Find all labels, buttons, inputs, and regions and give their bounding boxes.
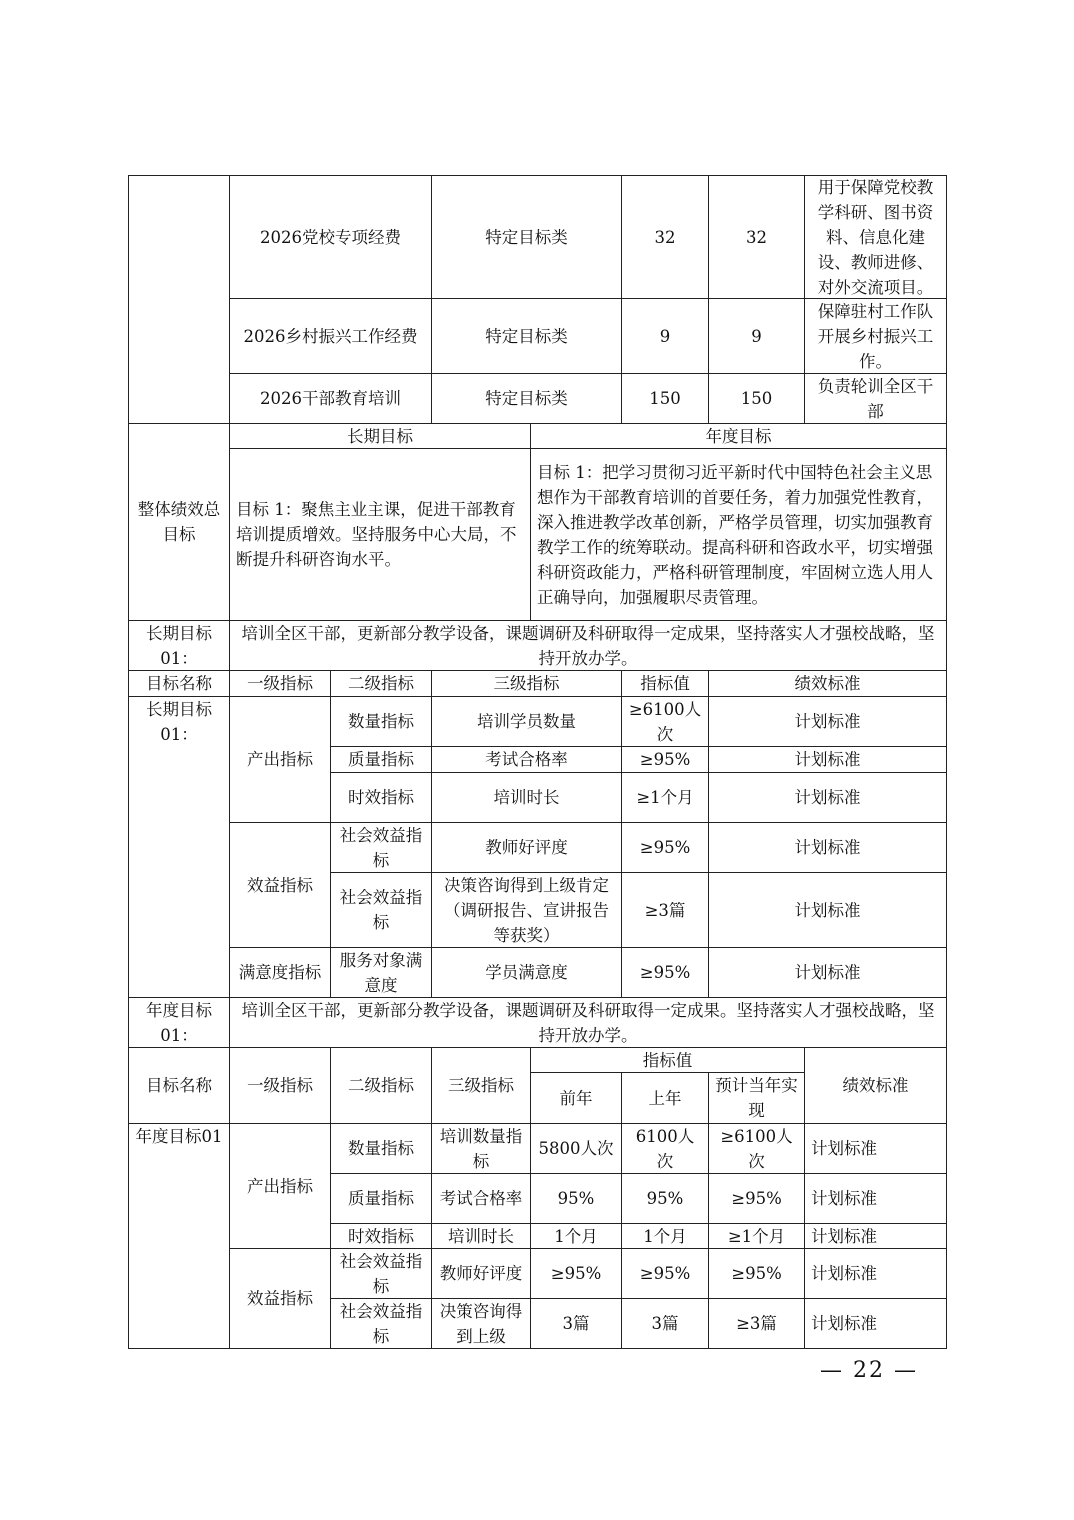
level3-indicator-text: 考试合格率 xyxy=(485,750,568,769)
value-last-year xyxy=(621,1298,709,1349)
long-goal-text-text: 培训全区干部，更新部分教学设备，课题调研及科研取得一定成果，坚持落实人才强校战略，坚持开放办学。 xyxy=(241,623,935,668)
level3-indicator-text: 教师好评度 xyxy=(485,838,568,857)
level3-indicator-text: 教师好评度 xyxy=(439,1264,523,1283)
value-prev-prev-year xyxy=(530,1248,622,1299)
performance-standard xyxy=(708,696,947,747)
fund-description-text: 负责轮训全区干部 xyxy=(817,376,934,421)
level2-indicator-text: 时效指标 xyxy=(348,788,414,807)
performance-standard xyxy=(804,1223,947,1249)
overall-goal-label xyxy=(128,423,230,621)
performance-standard-text: 计划标准 xyxy=(794,712,861,731)
fund-amount-text: 32 xyxy=(654,227,676,247)
fund-description xyxy=(804,175,947,299)
level2-indicator xyxy=(330,947,432,998)
indicator-value-text: ≥1个月 xyxy=(636,788,694,807)
header-cell xyxy=(530,1047,805,1073)
level2-indicator xyxy=(330,1173,432,1224)
value-prev-prev-year-text: 1个月 xyxy=(554,1226,598,1246)
level1-indicator-text: 产出指标 xyxy=(247,750,313,769)
level2-indicator-text: 社会效益指标 xyxy=(339,825,423,870)
value-expected xyxy=(708,1223,805,1249)
fund-amount-2-text: 150 xyxy=(740,389,773,408)
performance-standard-text: 计划标准 xyxy=(794,788,861,807)
header-cell-text: 二级指标 xyxy=(348,1076,414,1095)
goal-name-text: 长期目标01： xyxy=(146,700,212,744)
level1-indicator xyxy=(229,822,331,948)
fund-amount xyxy=(621,373,709,424)
long-term-text-text: 目标 1：聚焦主业主课，促进干部教育培训提质增效。坚持服务中心大局，不断提升科研咨询水平。 xyxy=(236,500,517,569)
level2-indicator xyxy=(330,1123,432,1174)
fund-type xyxy=(431,373,622,424)
level2-indicator xyxy=(330,1223,432,1249)
header-cell xyxy=(431,1047,531,1124)
value-last-year-text: 3篇 xyxy=(651,1314,679,1333)
level3-indicator-text: 培训时长 xyxy=(448,1226,514,1246)
long-term-text xyxy=(229,448,531,621)
performance-standard xyxy=(708,822,947,873)
level3-indicator xyxy=(431,1298,531,1349)
level2-indicator xyxy=(330,746,432,773)
level2-indicator-text: 质量指标 xyxy=(348,750,414,769)
value-expected-text: ≥1个月 xyxy=(727,1226,786,1246)
level1-indicator-text: 效益指标 xyxy=(247,875,313,895)
level3-indicator-text: 决策咨询得到上级肯定（调研报告、宣讲报告等获奖） xyxy=(444,875,609,945)
header-cell-text: 前年 xyxy=(559,1088,593,1108)
header-cell-text: 一级指标 xyxy=(247,674,313,693)
level3-indicator xyxy=(431,1223,531,1249)
fund-amount-text: 9 xyxy=(659,326,671,346)
fund-amount xyxy=(621,175,709,299)
level2-indicator-text: 时效指标 xyxy=(348,1226,414,1246)
value-expected xyxy=(708,1248,805,1299)
value-expected-text: ≥95% xyxy=(731,1264,782,1283)
performance-standard xyxy=(804,1173,947,1224)
fund-amount-2 xyxy=(708,175,805,299)
header-cell-text: 绩效标准 xyxy=(842,1076,909,1095)
level3-indicator-text: 培训时长 xyxy=(493,788,560,807)
level2-indicator-text: 数量指标 xyxy=(348,1139,414,1158)
performance-standard xyxy=(708,947,947,998)
goal-name xyxy=(128,696,230,998)
value-prev-prev-year-text: 3篇 xyxy=(562,1314,590,1333)
header-cell xyxy=(621,670,709,697)
fund-name-text: 2026乡村振兴工作经费 xyxy=(243,326,418,346)
level2-indicator-text: 社会效益指标 xyxy=(339,1301,423,1346)
annual-header xyxy=(530,423,947,449)
value-prev-prev-year xyxy=(530,1123,622,1174)
value-expected xyxy=(708,1298,805,1349)
performance-standard xyxy=(708,772,947,823)
header-cell xyxy=(229,670,331,697)
performance-standard xyxy=(804,1248,947,1299)
long-goal-text xyxy=(229,620,947,671)
indicator-value xyxy=(621,772,709,823)
performance-standard xyxy=(804,1123,947,1174)
fund-name-text: 2026党校专项经费 xyxy=(260,227,401,247)
header-cell-text: 上年 xyxy=(648,1088,682,1108)
overall-goal-label-text: 整体绩效总目标 xyxy=(137,500,221,544)
level2-indicator xyxy=(330,696,432,747)
level1-indicator xyxy=(229,696,331,823)
annual-goal-text-text: 培训全区干部，更新部分教学设备，课题调研及科研取得一定成果。坚持落实人才强校战略，坚持开放办学。 xyxy=(241,1000,935,1045)
level3-indicator-text: 培训学员数量 xyxy=(477,712,576,731)
fund-description xyxy=(804,298,947,374)
fund-name xyxy=(229,175,432,299)
fund-amount-2-text: 9 xyxy=(751,326,762,346)
header-cell xyxy=(229,1047,331,1124)
header-cell-text: 三级指标 xyxy=(448,1076,514,1095)
level3-indicator xyxy=(431,696,622,747)
level3-indicator xyxy=(431,822,622,873)
fund-description xyxy=(804,373,947,424)
value-expected-text: ≥6100人次 xyxy=(720,1126,793,1171)
fund-description-text: 用于保障党校教学科研、图书资料、信息化建设、教师进修、对外交流项目。 xyxy=(817,177,934,297)
value-last-year-text: 6100人次 xyxy=(635,1126,695,1171)
header-cell-text: 一级指标 xyxy=(247,1076,313,1095)
fund-amount-text: 150 xyxy=(649,389,681,408)
value-last-year xyxy=(621,1123,709,1174)
annual-goal-label xyxy=(128,997,230,1048)
header-cell xyxy=(128,670,230,697)
level2-indicator-text: 社会效益指标 xyxy=(339,1251,423,1296)
header-cell xyxy=(431,670,622,697)
performance-standard-text: 计划标准 xyxy=(811,1226,877,1246)
page-number: — 22 — xyxy=(820,1358,918,1383)
value-prev-prev-year xyxy=(530,1298,622,1349)
fund-name xyxy=(229,298,432,374)
fund-amount-2 xyxy=(708,373,805,424)
indicator-value xyxy=(621,947,709,998)
fund-amount-2 xyxy=(708,298,805,374)
value-expected-text: ≥95% xyxy=(731,1189,782,1208)
header-cell xyxy=(621,1072,709,1124)
annual-text xyxy=(530,448,947,621)
fund-amount xyxy=(621,298,709,374)
performance-standard-text: 计划标准 xyxy=(811,1314,877,1333)
indicator-value-text: ≥95% xyxy=(639,963,691,982)
level2-indicator xyxy=(330,872,432,948)
header-cell xyxy=(708,1072,805,1124)
performance-standard-text: 计划标准 xyxy=(811,1139,877,1158)
value-last-year xyxy=(621,1223,709,1249)
indicator-value-text: ≥95% xyxy=(639,838,691,857)
level2-indicator xyxy=(330,822,432,873)
fund-label-cell xyxy=(128,175,230,424)
level1-indicator-text: 产出指标 xyxy=(247,1176,313,1196)
value-expected-text: ≥3篇 xyxy=(736,1314,777,1333)
header-cell-text: 预计当年实现 xyxy=(715,1076,798,1120)
level3-indicator xyxy=(431,746,622,773)
value-prev-prev-year-text: ≥95% xyxy=(550,1264,602,1283)
level3-indicator-text: 培训数量指标 xyxy=(439,1126,523,1171)
header-cell xyxy=(530,1072,622,1124)
indicator-value xyxy=(621,696,709,747)
indicator-value xyxy=(621,822,709,873)
level3-indicator xyxy=(431,1248,531,1299)
value-last-year-text: ≥95% xyxy=(639,1264,691,1283)
fund-type-text: 特定目标类 xyxy=(485,326,568,346)
indicator-value-text: ≥3篇 xyxy=(644,900,686,920)
indicator-value xyxy=(621,872,709,948)
performance-standard xyxy=(708,872,947,948)
level3-indicator-text: 学员满意度 xyxy=(485,963,568,982)
performance-standard-text: 计划标准 xyxy=(811,1264,877,1283)
long-term-header xyxy=(229,423,531,449)
header-cell xyxy=(708,670,947,697)
performance-standard-text: 计划标准 xyxy=(811,1189,877,1208)
value-last-year xyxy=(621,1173,709,1224)
header-cell xyxy=(804,1047,947,1124)
indicator-value xyxy=(621,746,709,773)
value-prev-prev-year xyxy=(530,1223,622,1249)
fund-amount-2-text: 32 xyxy=(746,227,767,247)
level2-indicator-text: 数量指标 xyxy=(348,712,414,731)
fund-type-text: 特定目标类 xyxy=(485,389,568,408)
performance-standard xyxy=(708,746,947,773)
level3-indicator-text: 决策咨询得到上级 xyxy=(439,1301,523,1346)
level2-indicator xyxy=(330,772,432,823)
value-expected xyxy=(708,1123,805,1174)
long-goal-label-text: 长期目标01： xyxy=(146,623,212,668)
fund-description-text: 保障驻村工作队开展乡村振兴工作。 xyxy=(817,301,934,371)
level1-indicator-text: 满意度指标 xyxy=(238,963,322,982)
goal-name-text: 年度目标01 xyxy=(135,1127,223,1146)
level1-indicator xyxy=(229,1248,331,1349)
goal-name xyxy=(128,1123,230,1349)
header-cell-text: 三级指标 xyxy=(493,674,560,693)
annual-text-text: 目标 1：把学习贯彻习近平新时代中国特色社会主义思想作为干部教育培训的首要任务，着力加强党性教育，深入推进教学改革创新，严格学员管理，切实加强教育教学工作的统筹联动。提高科研和咨政水平，切实增强科研资政能力，严格科研管理制度，牢固树立选人用人正确导向，加强履职尽责管理。 xyxy=(537,462,933,607)
value-prev-prev-year-text: 5800人次 xyxy=(538,1139,614,1158)
header-cell-text: 二级指标 xyxy=(348,674,414,693)
header-cell xyxy=(330,1047,432,1124)
performance-standard-text: 计划标准 xyxy=(794,900,861,920)
long-term-header-text: 长期目标 xyxy=(347,426,413,446)
annual-header-text: 年度目标 xyxy=(705,426,772,446)
indicator-value-text: ≥6100人次 xyxy=(628,699,702,744)
fund-name xyxy=(229,373,432,424)
annual-goal-text xyxy=(229,997,947,1048)
level1-indicator-text: 效益指标 xyxy=(247,1289,313,1308)
level2-indicator xyxy=(330,1298,432,1349)
level3-indicator xyxy=(431,1173,531,1224)
value-expected xyxy=(708,1173,805,1224)
performance-standard-text: 计划标准 xyxy=(794,838,861,857)
long-goal-label xyxy=(128,620,230,671)
header-cell-text: 目标名称 xyxy=(146,1076,212,1095)
value-last-year xyxy=(621,1248,709,1299)
performance-standard-text: 计划标准 xyxy=(794,750,861,769)
fund-type xyxy=(431,175,622,299)
value-prev-prev-year-text: 95% xyxy=(557,1189,595,1208)
level3-indicator-text: 考试合格率 xyxy=(439,1189,523,1208)
level1-indicator xyxy=(229,947,331,998)
header-cell-text: 绩效标准 xyxy=(794,674,861,693)
performance-standard xyxy=(804,1298,947,1349)
header-cell xyxy=(330,670,432,697)
header-cell xyxy=(128,1047,230,1124)
value-prev-prev-year xyxy=(530,1173,622,1224)
level3-indicator xyxy=(431,872,622,948)
level1-indicator xyxy=(229,1123,331,1249)
indicator-value-text: ≥95% xyxy=(639,750,691,769)
value-last-year-text: 95% xyxy=(646,1189,684,1208)
performance-standard-text: 计划标准 xyxy=(794,963,861,982)
level3-indicator xyxy=(431,772,622,823)
level2-indicator-text: 质量指标 xyxy=(348,1189,414,1208)
value-last-year-text: 1个月 xyxy=(643,1226,687,1246)
level3-indicator xyxy=(431,1123,531,1174)
level3-indicator xyxy=(431,947,622,998)
fund-name-text: 2026干部教育培训 xyxy=(260,389,401,408)
fund-type xyxy=(431,298,622,374)
level2-indicator-text: 社会效益指标 xyxy=(339,888,423,932)
level2-indicator-text: 服务对象满意度 xyxy=(339,950,423,995)
level2-indicator xyxy=(330,1248,432,1299)
header-cell-text: 指标值 xyxy=(640,674,690,693)
annual-goal-label-text: 年度目标01： xyxy=(146,1000,212,1045)
header-cell-text: 指标值 xyxy=(642,1050,693,1070)
header-cell-text: 目标名称 xyxy=(146,674,212,693)
fund-type-text: 特定目标类 xyxy=(485,227,568,247)
